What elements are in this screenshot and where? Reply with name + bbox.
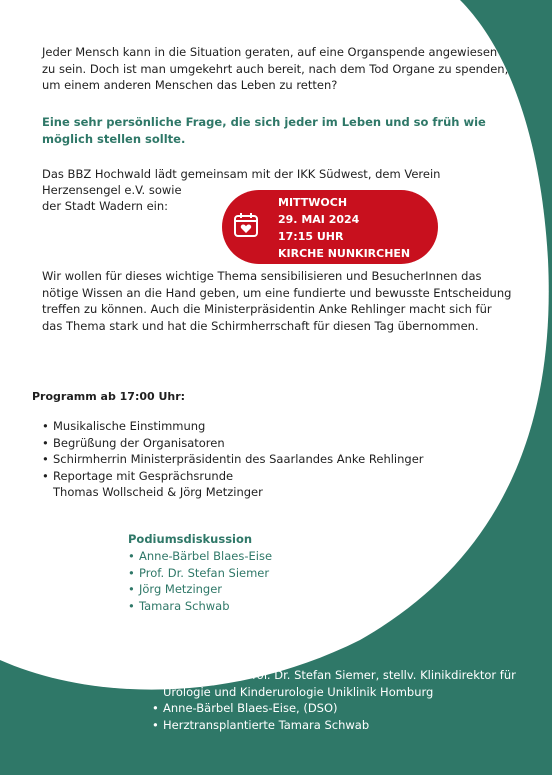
list-item: • Prof. Dr. Stefan Siemer (128, 565, 378, 582)
list-item: • Tamara Schwab (128, 598, 378, 615)
podium-heading: Podiumsdiskussion (128, 532, 253, 546)
podium-list (128, 548, 378, 614)
calendar-heart-icon (231, 210, 261, 240)
program-list (42, 418, 482, 484)
event-details (278, 194, 410, 262)
purpose-paragraph: Wir wollen für dieses wichtige Thema sensibilisieren und BesucherInnen das nötige Wissen an die Hand geben, um eine fundierte und bewusste Entscheidung treffen zu können. Auch die Ministerpräsidentin Anke Rehlinger macht sich für das Thema stark und hat die Schirmherrschaft für diesen Tag übernommen. (42, 269, 512, 333)
event-date: 29. MAI 2024 (278, 213, 360, 226)
invite-line-1: Das BBZ Hochwald lädt gemeinsam mit der IKK Südwest, dem Verein (42, 167, 441, 181)
event-weekday: MITTWOCH (278, 196, 348, 209)
question-highlight: Eine sehr persönliche Frage, die sich jeder im Leben und so früh wie möglich stellen sollte. (42, 115, 486, 146)
program-heading: Programm ab 17:00 Uhr: (32, 390, 186, 403)
list-item: • Anne-Bärbel Blaes-Eise, (DSO) (152, 700, 532, 717)
list-item: • Herztransplantierte Tamara Schwab (152, 717, 532, 734)
list-item: • Transplanteur Prof. Dr. Stefan Siemer, stellv. Klinikdirektor für Urologie und Kinderurologie Uniklinik Homburg (152, 667, 532, 700)
list-item: • Reportage mit Gesprächsrunde (42, 468, 482, 485)
list-item: • Anne-Bärbel Blaes-Eise (128, 548, 378, 565)
invite-line-3: der Stadt Wadern ein: (42, 199, 169, 213)
event-place: KIRCHE NUNKIRCHEN (278, 247, 411, 260)
intro-paragraph: Jeder Mensch kann in die Situation geraten, auf eine Organspende angewiesen zu sein. Doch ist man umgekehrt auch bereit, nach dem Tod Organe zu spenden, um einem anderen Menschen das Leben zu retten? (42, 45, 509, 92)
event-time: 17:15 UHR (278, 230, 344, 243)
list-item: • Musikalische Einstimmung (42, 418, 482, 435)
program-item-continuation: Thomas Wollscheid & Jörg Metzinger (53, 485, 263, 499)
list-item: • Begrüßung der Organisatoren (42, 435, 482, 452)
impulse-heading: Impulsvorträge (145, 651, 245, 665)
impulse-list (152, 667, 532, 733)
list-item: • Jörg Metzinger (128, 581, 378, 598)
invite-line-2: Herzensengel e.V. sowie (42, 183, 182, 197)
list-item: • Schirmherrin Ministerpräsidentin des Saarlandes Anke Rehlinger (42, 451, 482, 468)
